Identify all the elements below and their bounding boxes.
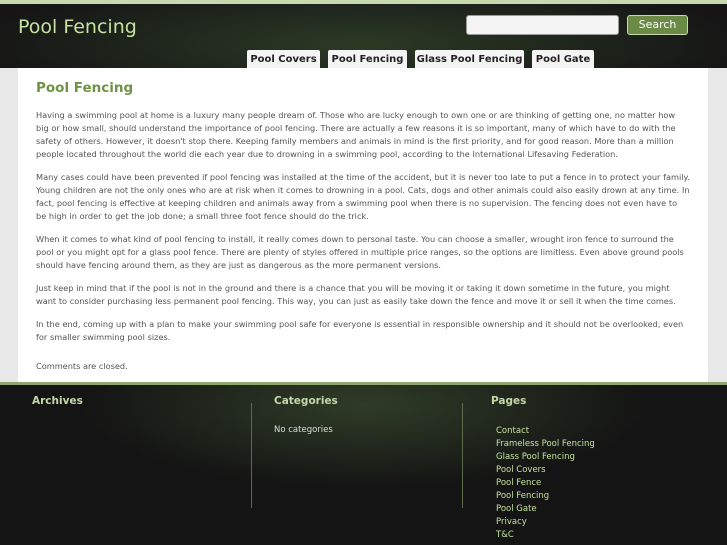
- search-input[interactable]: [466, 15, 619, 35]
- nav-tab-pool-fencing[interactable]: Pool Fencing: [328, 50, 407, 68]
- comments-closed-notice: Comments are closed.: [36, 361, 128, 371]
- nav-tab-pool-covers[interactable]: Pool Covers: [247, 50, 320, 68]
- footer-divider: [251, 403, 252, 508]
- post-paragraph: Having a swimming pool at home is a luxury many people dream of. Those who are lucky enough to own one or are thinking of getting one, no matter how big or how small, should understand the importance of pool fencing. There are actually a few reasons it is so important, many of which have to do with the safety of others. However, it doesn't stop there. Keeping family members and animals in mind is the first priority, and for good reason. More than a million people located throughout the world die each year due to drowning in a swimming pool, according to the International Lifesaving Federation.: [36, 110, 676, 159]
- pages-link-frameless-pool-fencing[interactable]: Frameless Pool Fencing: [496, 439, 595, 449]
- site-footer: [0, 385, 727, 545]
- post-paragraph: Just keep in mind that if the pool is not in the ground and there is a chance that you will be moving it or taking it down sometime in the future, you might want to consider purchasing less permanent pool fencing. This way, you can just as easily take down the fence and move it or sell it when the time comes.: [36, 283, 676, 306]
- pages-link-contact[interactable]: Contact: [496, 426, 530, 436]
- content-wrapper: [0, 68, 727, 382]
- search-button[interactable]: Search: [627, 15, 688, 35]
- nav-tab-glass-pool-fencing[interactable]: Glass Pool Fencing: [415, 50, 524, 68]
- post-paragraph: In the end, coming up with a plan to make your swimming pool safe for everyone is essential in responsible ownership and it should not be overlooked, even for smaller swimming pool sizes.: [36, 319, 684, 342]
- pages-link-pool-covers[interactable]: Pool Covers: [496, 465, 546, 475]
- site-title[interactable]: Pool Fencing: [18, 16, 137, 38]
- pages-link-privacy[interactable]: Privacy: [496, 517, 527, 527]
- archives-heading: Archives: [32, 395, 83, 407]
- pages-list: [496, 425, 595, 542]
- post-content: [18, 68, 708, 382]
- pages-link-pool-fencing[interactable]: Pool Fencing: [496, 491, 550, 501]
- pages-link-pool-fence[interactable]: Pool Fence: [496, 478, 542, 488]
- post-paragraph: When it comes to what kind of pool fencing to install, it really comes down to personal taste. You can choose a smaller, wrought iron fence to surround the pool or you might opt for a glass pool fence. There are plenty of styles offered in multiple price ranges, so the options are limitless. Even above ground pools should have fencing around them, as they are just as dangerous as the more permanent versions.: [36, 234, 684, 270]
- footer-divider: [462, 403, 463, 508]
- categories-empty-text: No categories: [274, 425, 333, 435]
- post-title: Pool Fencing: [36, 80, 134, 96]
- main-nav: [0, 50, 727, 68]
- categories-heading: Categories: [274, 395, 338, 407]
- pages-link-pool-gate[interactable]: Pool Gate: [496, 504, 537, 514]
- nav-tab-pool-gate[interactable]: Pool Gate: [532, 50, 594, 68]
- pages-link-glass-pool-fencing[interactable]: Glass Pool Fencing: [496, 452, 575, 462]
- pages-heading: Pages: [491, 395, 527, 407]
- post-paragraph: Many cases could have been prevented if pool fencing was installed at the time of the accident, but it is never too late to put a fence in to protect your family. Young children are not the only ones who are at risk when it comes to drowning in a pool. Cats, dogs and other animals could also easily drown at any time. In fact, pool fencing is effective at keeping children and animals away from a swimming pool when there is no supervision. The fencing does not even have to be high in order to get the job done; a small three foot fence should do the trick.: [36, 172, 690, 221]
- pages-link-tandc[interactable]: T&C: [496, 530, 514, 540]
